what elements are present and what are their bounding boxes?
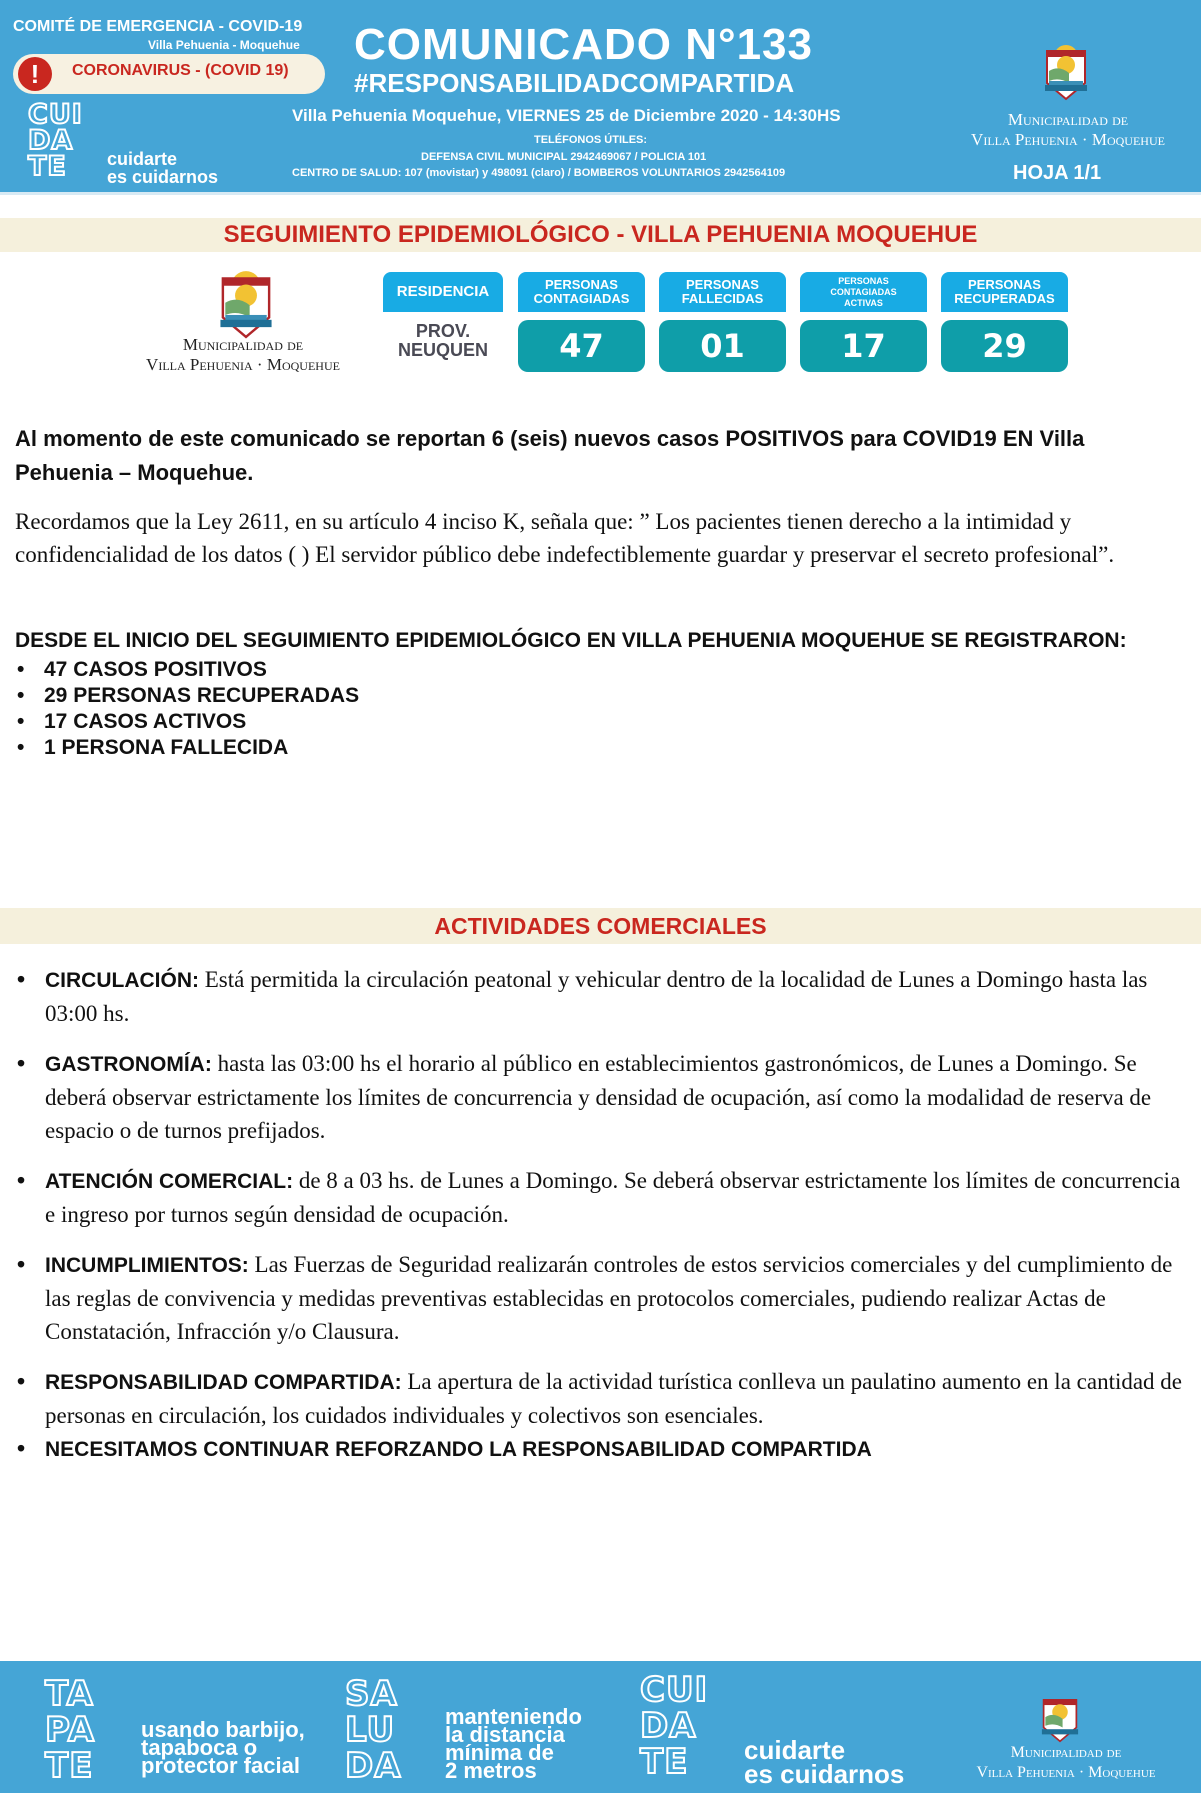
- municipal-crest-icon: [1040, 1693, 1080, 1743]
- municipality-name: [118, 335, 368, 375]
- rule-text: Está permitida la circulación peatonal y vehicular dentro de la localidad de Lunes a Domingo hasta las 03:00 hs.: [45, 967, 1148, 1026]
- tapate-tagline: [141, 1717, 305, 1778]
- municipality-name: [948, 1743, 1184, 1783]
- rule-noncompliance: [15, 1248, 1187, 1348]
- cuidate-logo: [640, 1672, 708, 1780]
- tracking-title-bar: [0, 218, 1201, 252]
- municipality-name: [950, 110, 1186, 150]
- list-item: • 17 CASOS ACTIVOS: [15, 709, 1195, 735]
- stat-recovered-header: PERSONAS RECUPERADAS: [941, 272, 1068, 312]
- activities-list: [15, 963, 1187, 1483]
- tracking-title: SEGUIMIENTO EPIDEMIOLÓGICO - VILLA PEHUENIA MOQUEHUE: [223, 221, 978, 248]
- tagline-line: tapaboca o: [141, 1735, 258, 1760]
- new-cases-lead: Al momento de este comunicado se reportan 6 (seis) nuevos casos POSITIVOS para COVID19 EN Villa Pehuenia – Moquehue.: [15, 426, 1085, 485]
- tagline-line: es cuidarnos: [744, 1759, 905, 1789]
- cuidate-logo: [28, 99, 83, 182]
- hashtag: #RESPONSABILIDADCOMPARTIDA: [354, 68, 795, 98]
- law-paragraph: Recordamos que la Ley 2611, en su artículo 4 inciso K, señala que: ” Los pacientes tienen derecho a la intimidad y confidencialidad de los datos ( ) El servidor público debe indefectiblemente guardar y preservar el secreto profesional”.: [15, 509, 1115, 567]
- saluda-line-1: SA: [345, 1674, 398, 1714]
- rule-key: NECESITAMOS CONTINUAR REFORZANDO LA RESPONSABILIDAD COMPARTIDA: [45, 1438, 872, 1461]
- cuidate-line-3: TE: [28, 151, 67, 182]
- rule-text: La apertura de la actividad turística conlleva un paulatino aumento en la cantidad de personas en circulación, los cuidados individuales y colectivos son esenciales.: [45, 1369, 1183, 1428]
- saluda-line-3: DA: [345, 1746, 402, 1786]
- rule-text: Las Fuerzas de Seguridad realizarán controles de estos servicios comerciales y del cumplimiento de las reglas de convivencia y medidas preventivas establecidas en protocolos comerciales, pudiendo realizar Actas de Constatación, Infracción y/o Clausura.: [45, 1252, 1173, 1344]
- rule-text: de 8 a 03 hs. de Lunes a Domingo. Se deberá observar estrictamente los límites de concurrencia e ingreso por turnos según densidad de ocupación.: [45, 1168, 1181, 1227]
- stat-deceased-header: PERSONAS FALLECIDAS: [659, 272, 786, 312]
- rule-key: CIRCULACIÓN:: [45, 969, 199, 992]
- cuidate-line-1: CUI: [28, 99, 83, 130]
- rule-key: RESPONSABILIDAD COMPARTIDA:: [45, 1371, 402, 1394]
- phones-title: TELÉFONOS ÚTILES:: [534, 134, 648, 146]
- rule-gastronomy: [15, 1047, 1187, 1147]
- list-item: • 1 PERSONA FALLECIDA: [15, 735, 1195, 761]
- tagline-line: mínima de: [445, 1740, 554, 1765]
- residence-line-1: PROV.: [415, 321, 471, 341]
- tagline-line: usando barbijo,: [141, 1717, 305, 1742]
- saluda-line-2: LU: [345, 1710, 396, 1750]
- rule-circulation: [15, 963, 1187, 1030]
- cuidate-tagline: [744, 1735, 905, 1789]
- municipality-line-2: Villa Pehuenia · Moquehue: [976, 1764, 1156, 1781]
- cuidate-line-3: TE: [640, 1742, 689, 1782]
- rule-shared-responsibility: [15, 1365, 1187, 1432]
- residence-value: [383, 322, 503, 374]
- exclamation-icon: !: [18, 57, 52, 91]
- residence-line-2: NEUQUEN: [397, 340, 488, 360]
- stat-recovered-value: 29: [941, 320, 1068, 372]
- activities-title-bar: [0, 908, 1201, 944]
- tagline-line: 2 metros: [445, 1758, 537, 1783]
- page-title: COMUNICADO N°133: [354, 20, 813, 69]
- tagline-line-1: cuidarte: [107, 149, 178, 169]
- tapate-line-3: TE: [45, 1746, 94, 1786]
- rule-key: ATENCIÓN COMERCIAL:: [45, 1170, 294, 1193]
- stat-active-header: PERSONAS CONTAGIADAS ACTIVAS: [800, 272, 927, 312]
- rule-text: hasta las 03:00 hs el horario al público en establecimientos gastronómicos, de Lunes a Domingo. Se deberá observar estrictamente los límites de concurrencia y densidad de ocupación, así como la modalidad de reserva de espacio o de turnos prefijados.: [45, 1051, 1152, 1143]
- rule-closing-call: [15, 1432, 1187, 1466]
- residence-header: RESIDENCIA: [383, 272, 503, 312]
- tagline-line: protector facial: [141, 1753, 300, 1778]
- rule-commercial-hours: [15, 1164, 1187, 1231]
- cumulative-title: DESDE EL INICIO DEL SEGUIMIENTO EPIDEMIOLÓGICO EN VILLA PEHUENIA MOQUEHUE SE REGISTRARON:: [15, 629, 1127, 652]
- tagline-line: manteniendo: [445, 1704, 582, 1729]
- cuidate-tagline: [107, 150, 218, 186]
- stat-infected-header: PERSONAS CONTAGIADAS: [518, 272, 645, 312]
- saluda-logo: [345, 1676, 402, 1784]
- phones-line-1: DEFENSA CIVIL MUNICIPAL 2942469067 / POLICIA 101: [421, 151, 707, 163]
- committee-title: COMITÉ DE EMERGENCIA - COVID-19: [13, 18, 303, 35]
- sheet-indicator: HOJA 1/1: [1013, 162, 1102, 184]
- municipal-crest-icon: [218, 268, 274, 340]
- stat-active-value: 17: [800, 320, 927, 372]
- tapate-line-2: PA: [45, 1710, 96, 1750]
- municipality-line-1: Municipalidad de: [182, 335, 304, 354]
- date-line: Villa Pehuenia Moquehue, VIERNES 25 de Diciembre 2020 - 14:30HS: [292, 106, 841, 125]
- cumulative-list: [15, 657, 1195, 761]
- cuidate-line-1: CUI: [640, 1670, 709, 1710]
- cuidate-line-2: DA: [640, 1706, 697, 1746]
- list-item: • 47 CASOS POSITIVOS: [15, 657, 1195, 683]
- coronavirus-label: CORONAVIRUS - (COVID 19): [72, 62, 289, 79]
- committee-subtitle: Villa Pehuenia - Moquehue: [148, 38, 300, 52]
- saluda-tagline: [445, 1704, 582, 1783]
- tagline-line-2: es cuidarnos: [107, 167, 219, 187]
- activities-title: ACTIVIDADES COMERCIALES: [434, 913, 767, 939]
- cumulative-summary: [15, 625, 1195, 761]
- stat-infected-value: 47: [518, 320, 645, 372]
- municipality-line-2: Villa Pehuenia · Moquehue: [146, 355, 340, 374]
- tagline-line: la distancia: [445, 1722, 565, 1747]
- tagline-line: cuidarte: [744, 1735, 846, 1765]
- rule-key: GASTRONOMÍA:: [45, 1053, 212, 1076]
- rule-key: INCUMPLIMIENTOS:: [45, 1254, 249, 1277]
- phones-line-2: CENTRO DE SALUD: 107 (movistar) y 498091 (claro) / BOMBEROS VOLUNTARIOS 2942564109: [292, 167, 786, 179]
- municipality-line-1: Municipalidad de: [1007, 110, 1129, 129]
- list-item: • 29 PERSONAS RECUPERADAS: [15, 683, 1195, 709]
- cuidate-line-2: DA: [28, 125, 74, 156]
- municipality-line-2: Villa Pehuenia · Moquehue: [971, 130, 1165, 149]
- tapate-logo: [45, 1676, 95, 1784]
- municipal-crest-icon: [1043, 43, 1089, 101]
- tapate-line-1: TA: [45, 1674, 94, 1714]
- municipality-line-1: Municipalidad de: [1010, 1744, 1122, 1761]
- stat-deceased-value: 01: [659, 320, 786, 372]
